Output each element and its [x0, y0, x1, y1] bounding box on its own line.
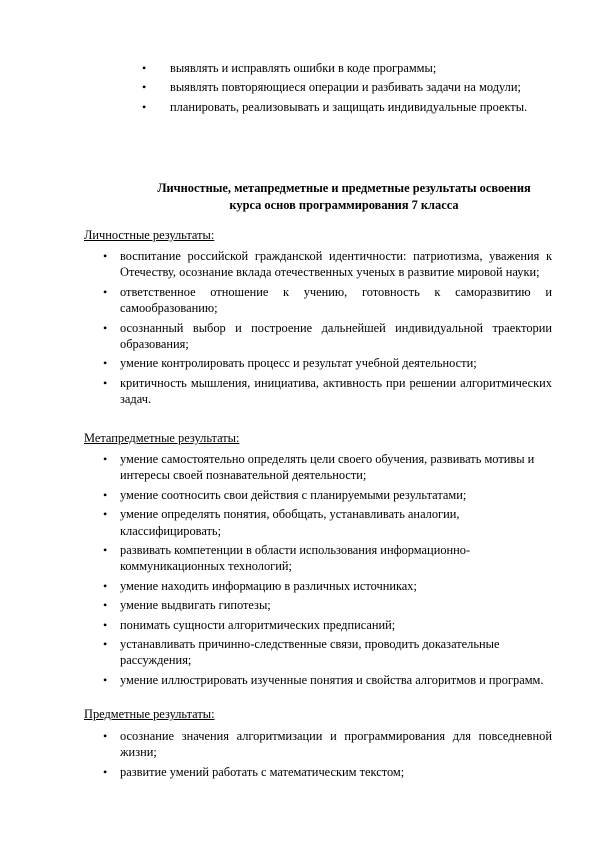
list-item: • ответственное отношение к учению, готовность к саморазвитию и самообразованию; [120, 284, 552, 317]
list-item: • развивать компетенции в области использования информационно-коммуникационных технологий; [120, 542, 552, 575]
subject-results-heading: Предметные результаты: [84, 707, 215, 721]
list-item: • устанавливать причинно-следственные связи, проводить доказательные рассуждения; [120, 636, 552, 669]
subject-results-list [120, 728, 552, 783]
meta-results-heading: Метапредметные результаты: [84, 431, 240, 445]
list-item: • воспитание российской гражданской идентичности: патриотизма, уважения к Отечеству, осознание вклада отечественных ученых в развитие мировой науки; [120, 248, 552, 281]
list-item: • выявлять и исправлять ошибки в коде программы; [170, 60, 553, 76]
list-item: • осознанный выбор и построение дальнейшей индивидуальной траектории образования; [120, 320, 552, 353]
list-item: • умение иллюстрировать изученные понятия и свойства алгоритмов и программ. [120, 672, 552, 688]
list-item: • понимать сущности алгоритмических предписаний; [120, 617, 552, 633]
list-item: • выявлять повторяющиеся операции и разбивать задачи на модули; [170, 79, 553, 95]
list-item: • умение соотносить свои действия с планируемыми результатами; [120, 487, 552, 503]
list-item: • умение определять понятия, обобщать, устанавливать аналогии, классифицировать; [120, 506, 552, 539]
intro-bullet-list [170, 60, 553, 118]
list-item: • умение самостоятельно определять цели своего обучения, развивать мотивы и интересы своей познавательной деятельности; [120, 451, 552, 484]
section-title-line-1: Личностные, метапредметные и предметные результаты освоения [157, 181, 531, 195]
list-item: • развитие умений работать с математическим текстом; [120, 764, 552, 780]
list-item: • планировать, реализовывать и защищать индивидуальные проекты. [170, 99, 553, 115]
section-title [84, 180, 595, 214]
list-item: • критичность мышления, инициатива, активность при решении алгоритмических задач. [120, 375, 552, 408]
meta-results-list [120, 451, 552, 691]
personal-results-list [120, 248, 552, 411]
list-item: • умение контролировать процесс и результат учебной деятельности; [120, 355, 552, 371]
personal-results-heading: Личностные результаты: [84, 228, 215, 242]
list-item: • умение находить информацию в различных источниках; [120, 578, 552, 594]
section-title-line-2: курса основ программирования 7 класса [229, 197, 459, 212]
list-item: • умение выдвигать гипотезы; [120, 597, 552, 613]
list-item: • осознание значения алгоритмизации и программирования для повседневной жизни; [120, 728, 552, 761]
